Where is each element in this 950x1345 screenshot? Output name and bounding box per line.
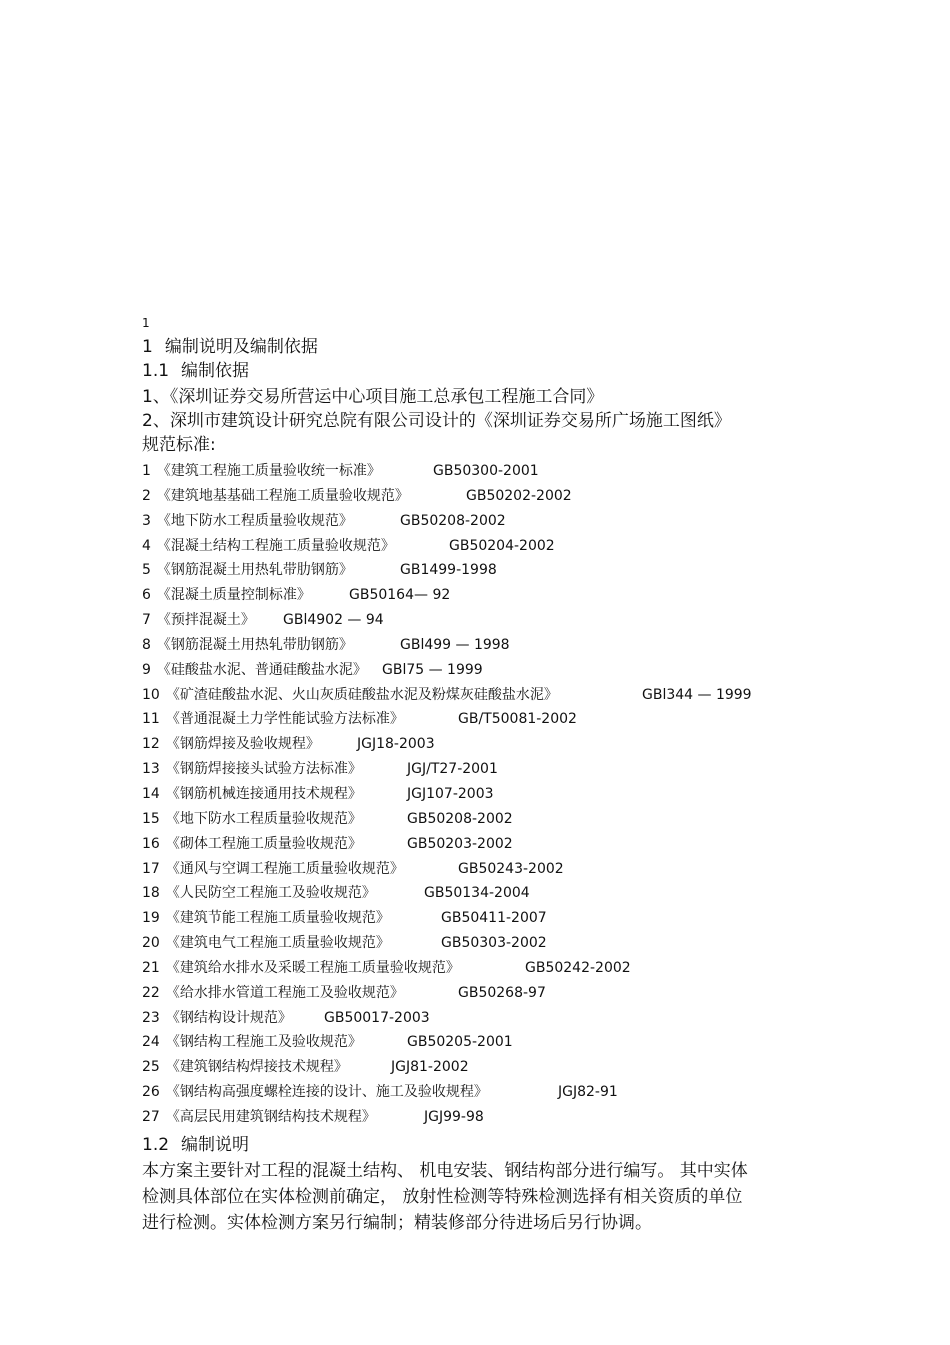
standard-row (142, 460, 558, 485)
standard-title: 《混凝土结构工程施工质量验收规范》 (156, 537, 395, 554)
paragraph-line: 本方案主要针对工程的混凝土结构、 机电安装、钢结构部分进行编写。 其中实体 (142, 1161, 748, 1181)
standard-code: GB50203-2002 (407, 835, 513, 852)
standard-index: 1 (142, 463, 151, 479)
paragraph-line: 进行检测。实体检测方案另行编制；精装修部分待进场后另行协调。 (142, 1213, 652, 1233)
standard-title: 《硅酸盐水泥、普通硅酸盐水泥》 (156, 661, 367, 678)
standard-index: 25 (142, 1059, 160, 1076)
standard-row (142, 659, 558, 684)
standard-title: 《高层民用建筑钢结构技术规程》 (165, 1108, 376, 1125)
standard-index: 17 (142, 860, 160, 877)
paragraph-line: 检测具体部位在实体检测前确定， 放射性检测等特殊检测选择有相关资质的单位 (142, 1187, 743, 1207)
standard-index: 14 (142, 785, 160, 802)
section-heading-1 (142, 336, 318, 358)
standard-title: 《预拌混凝土》 (156, 612, 255, 629)
standard-row (142, 733, 558, 758)
standard-row (142, 1106, 558, 1131)
standard-title: 《通风与空调工程施工质量验收规范》 (165, 860, 404, 877)
standard-index: 6 (142, 587, 151, 604)
standard-code: JGJ82-91 (558, 1084, 618, 1101)
standard-code: GB50208-2002 (400, 512, 506, 529)
standard-index: 23 (142, 1009, 160, 1026)
standard-index: 13 (142, 761, 160, 778)
standard-title: 《人民防空工程施工及验收规范》 (165, 885, 376, 902)
standard-title: 《建筑工程施工质量验收统一标准》 (156, 463, 381, 479)
standard-code: GBl75 — 1999 (382, 661, 483, 678)
standard-index: 27 (142, 1108, 160, 1125)
standard-index: 22 (142, 984, 160, 1001)
section-heading-1-2 (142, 1134, 249, 1156)
section-title: 编制说明 (181, 1135, 250, 1155)
section-title: 编制说明及编制依据 (164, 337, 318, 357)
standard-code: GB50204-2002 (449, 537, 555, 554)
standard-row (142, 559, 558, 584)
standard-index: 2 (142, 487, 151, 504)
standard-index: 8 (142, 636, 151, 653)
standard-row (142, 982, 558, 1007)
standard-code: GB50411-2007 (441, 910, 547, 927)
standard-code: GB50242-2002 (525, 959, 631, 976)
standard-code: JGJ18-2003 (357, 736, 435, 753)
standard-index: 24 (142, 1034, 160, 1051)
standard-code: GBl499 — 1998 (400, 636, 510, 653)
standard-row (142, 783, 558, 808)
section-number: 1 (142, 337, 153, 357)
section-heading-1-1 (142, 360, 249, 382)
standard-title: 《建筑给水排水及采暖工程施工质量验收规范》 (165, 959, 460, 976)
standard-row (142, 584, 558, 609)
standard-row (142, 932, 558, 957)
page-number: 1 (142, 316, 150, 330)
standard-row (142, 684, 752, 709)
standard-row (142, 907, 558, 932)
standard-title: 《给水排水管道工程施工及验收规范》 (165, 984, 404, 1001)
standard-title: 《普通混凝土力学性能试验方法标准》 (165, 711, 404, 728)
standard-index: 9 (142, 661, 151, 678)
standard-row (142, 1031, 558, 1056)
standard-title: 《地下防水工程质量验收规范》 (156, 512, 353, 529)
standard-title: 《钢筋焊接及验收规程》 (165, 736, 320, 753)
standard-index: 4 (142, 537, 151, 554)
standard-title: 《混凝土质量控制标准》 (156, 587, 311, 604)
standard-code: GB50164— 92 (349, 587, 451, 604)
standard-title: 《建筑钢结构焊接技术规程》 (165, 1059, 348, 1076)
standard-row (142, 485, 572, 510)
standard-code: GB50300-2001 (433, 463, 539, 479)
standard-row (142, 858, 564, 883)
standard-row (142, 957, 631, 982)
standards-list (142, 460, 752, 1131)
standard-row (142, 634, 558, 659)
standard-code: GB50208-2002 (407, 810, 513, 827)
standard-title: 《钢筋机械连接通用技术规程》 (165, 785, 362, 802)
standard-title: 《建筑电气工程施工质量验收规范》 (165, 935, 390, 952)
standard-code: GBl344 — 1999 (642, 686, 752, 703)
standard-code: JGJ81-2002 (391, 1059, 469, 1076)
standard-code: GB/T50081-2002 (458, 711, 577, 728)
standard-row (142, 708, 577, 733)
basis-item-drawings: 2、深圳市建筑设计研究总院有限公司设计的《深圳证券交易所广场施工图纸》 (142, 411, 731, 431)
standard-row (142, 1081, 618, 1106)
standard-row (142, 808, 558, 833)
standard-row (142, 510, 558, 535)
standard-title: 《建筑地基基础工程施工质量验收规范》 (156, 487, 409, 504)
standard-index: 18 (142, 885, 160, 902)
basis-item-standards-label: 规范标准: (142, 435, 216, 455)
standard-code: JGJ99-98 (424, 1108, 484, 1125)
standard-row (142, 833, 558, 858)
standard-index: 7 (142, 612, 151, 629)
section-number: 1.1 (142, 361, 170, 381)
standard-index: 11 (142, 711, 160, 728)
standard-row (142, 758, 558, 783)
standard-row (142, 609, 558, 634)
standard-index: 26 (142, 1084, 160, 1101)
standard-title: 《钢结构高强度螺栓连接的设计、施工及验收规程》 (165, 1084, 488, 1101)
standard-code: GBl4902 — 94 (283, 612, 384, 629)
standard-index: 20 (142, 935, 160, 952)
standard-code: GB1499-1998 (400, 562, 497, 579)
standard-index: 15 (142, 810, 160, 827)
explanation-paragraph (142, 1158, 812, 1236)
standard-title: 《钢筋混凝土用热轧带肋钢筋》 (156, 636, 353, 653)
standard-index: 16 (142, 835, 160, 852)
standard-index: 12 (142, 736, 160, 753)
standard-row (142, 535, 558, 560)
basis-item-contract: 1、《深圳证券交易所营运中心项目施工总承包工程施工合同》 (142, 387, 604, 407)
standard-code: JGJ/T27-2001 (407, 761, 498, 778)
standard-title: 《钢筋混凝土用热轧带肋钢筋》 (156, 562, 353, 579)
standard-code: GB50202-2002 (466, 487, 572, 504)
standard-title: 《钢结构设计规范》 (165, 1009, 292, 1026)
standard-code: JGJ107-2003 (407, 785, 494, 802)
standard-row (142, 1056, 558, 1081)
standard-index: 21 (142, 959, 160, 976)
standard-code: GB50243-2002 (458, 860, 564, 877)
standard-index: 5 (142, 562, 151, 579)
standard-code: GB50134-2004 (424, 885, 530, 902)
standard-code: GB50017-2003 (324, 1009, 430, 1026)
standard-code: GB50268-97 (458, 984, 546, 1001)
section-number: 1.2 (142, 1135, 170, 1155)
standard-title: 《建筑节能工程施工质量验收规范》 (165, 910, 390, 927)
standard-title: 《钢结构工程施工及验收规范》 (165, 1034, 362, 1051)
standard-code: GB50205-2001 (407, 1034, 513, 1051)
standard-title: 《砌体工程施工质量验收规范》 (165, 835, 362, 852)
section-title: 编制依据 (181, 361, 250, 381)
standard-code: GB50303-2002 (441, 935, 547, 952)
standard-title: 《地下防水工程质量验收规范》 (165, 810, 362, 827)
standard-title: 《矿渣硅酸盐水泥、火山灰质硅酸盐水泥及粉煤灰硅酸盐水泥》 (165, 686, 558, 703)
standard-index: 10 (142, 686, 160, 703)
standard-index: 3 (142, 512, 151, 529)
standard-index: 19 (142, 910, 160, 927)
standard-row (142, 882, 558, 907)
standard-title: 《钢筋焊接接头试验方法标准》 (165, 761, 362, 778)
standard-row (142, 1007, 558, 1032)
